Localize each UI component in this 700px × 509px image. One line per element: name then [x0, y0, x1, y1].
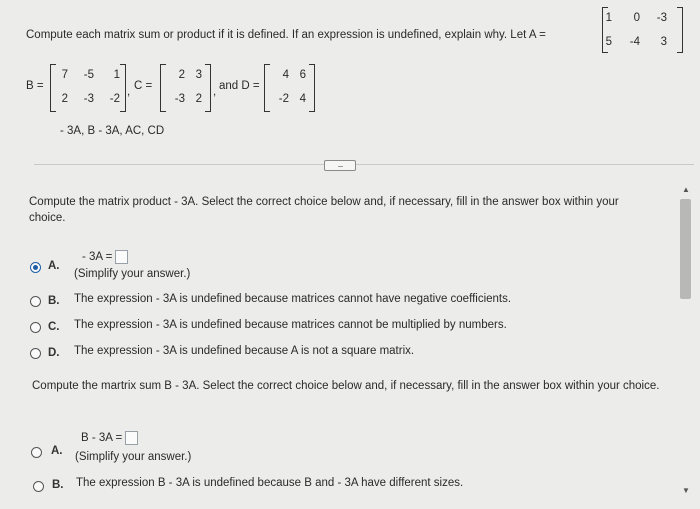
matrix-c-label: C =: [134, 80, 153, 92]
problem-instruction: Compute each matrix sum or product if it is defined. If an expression is undefined, explain why. Let A =: [26, 29, 546, 41]
choice-letter: A.: [51, 445, 63, 457]
choice-text: The expression B - 3A is undefined because B and - 3A have different sizes.: [76, 477, 464, 489]
radio-selected-icon[interactable]: [30, 262, 41, 273]
choice-text: The expression - 3A is undefined because matrices cannot be multiplied by numbers.: [74, 319, 507, 331]
radio-icon[interactable]: [31, 447, 42, 458]
matrix-d-cell: 4: [282, 69, 289, 81]
choice-letter: C.: [48, 321, 60, 333]
choice-text: The expression - 3A is undefined because matrices cannot have negative coefficients.: [74, 293, 512, 305]
choice-letter: B.: [52, 479, 64, 491]
choice-expression: - 3A =: [82, 251, 113, 263]
more-button-label: .....: [337, 162, 343, 169]
scroll-up-icon[interactable]: ▲: [682, 185, 690, 194]
choice-text: The expression - 3A is undefined because A is not a square matrix.: [74, 345, 415, 357]
matrix-c-cell: -3: [174, 93, 185, 105]
matrix-a-cell: 3: [660, 36, 667, 48]
choice-letter: A.: [48, 260, 60, 272]
choice-letter: D.: [48, 347, 60, 359]
part1-prompt: Compute the matrix product - 3A. Select the correct choice below and, if necessary, fill in the answer box within your choice.: [29, 196, 619, 224]
matrix-c-cell: 2: [195, 93, 202, 105]
part2-prompt: Compute the martrix sum B - 3A. Select the correct choice below and, if necessary, fill in the answer box within your choice.: [32, 380, 660, 392]
matrix-d-cell: 6: [299, 69, 306, 81]
matrix-d-cell: -2: [278, 93, 289, 105]
radio-icon[interactable]: [30, 296, 41, 307]
radio-icon[interactable]: [30, 322, 41, 333]
choice-note: (Simplify your answer.): [75, 451, 192, 463]
choice-note: (Simplify your answer.): [74, 268, 191, 280]
answer-box[interactable]: [115, 250, 128, 264]
matrix-a-cell: -4: [629, 36, 640, 48]
matrix-c-cell: 2: [178, 69, 185, 81]
matrix-a-cell: 0: [633, 12, 640, 24]
radio-icon[interactable]: [33, 481, 44, 492]
matrix-b-cell: -2: [109, 93, 120, 105]
matrix-b-cell: 2: [61, 93, 68, 105]
scroll-down-icon[interactable]: ▼: [682, 486, 690, 495]
choice-letter: B.: [48, 295, 60, 307]
matrix-b-cell: -3: [83, 93, 94, 105]
matrix-b-cell: -5: [83, 69, 94, 81]
expressions-list: - 3A, B - 3A, AC, CD: [60, 125, 165, 137]
matrix-c-cell: 3: [195, 69, 202, 81]
matrix-b-cell: 1: [113, 69, 120, 81]
matrix-a-cell: 5: [605, 36, 612, 48]
scrollbar-thumb[interactable]: [680, 199, 691, 299]
more-button[interactable]: [324, 160, 356, 171]
radio-icon[interactable]: [30, 348, 41, 359]
section-divider: [34, 164, 694, 165]
matrix-d-label: and D =: [219, 80, 260, 92]
answer-box[interactable]: [125, 431, 138, 445]
matrix-a-cell: -3: [656, 12, 667, 24]
matrix-b-cell: 7: [61, 69, 68, 81]
choice-expression: B - 3A =: [81, 432, 123, 444]
matrix-d-cell: 4: [299, 93, 306, 105]
matrix-b-label: B =: [26, 80, 44, 92]
matrix-a-cell: 1: [605, 12, 612, 24]
